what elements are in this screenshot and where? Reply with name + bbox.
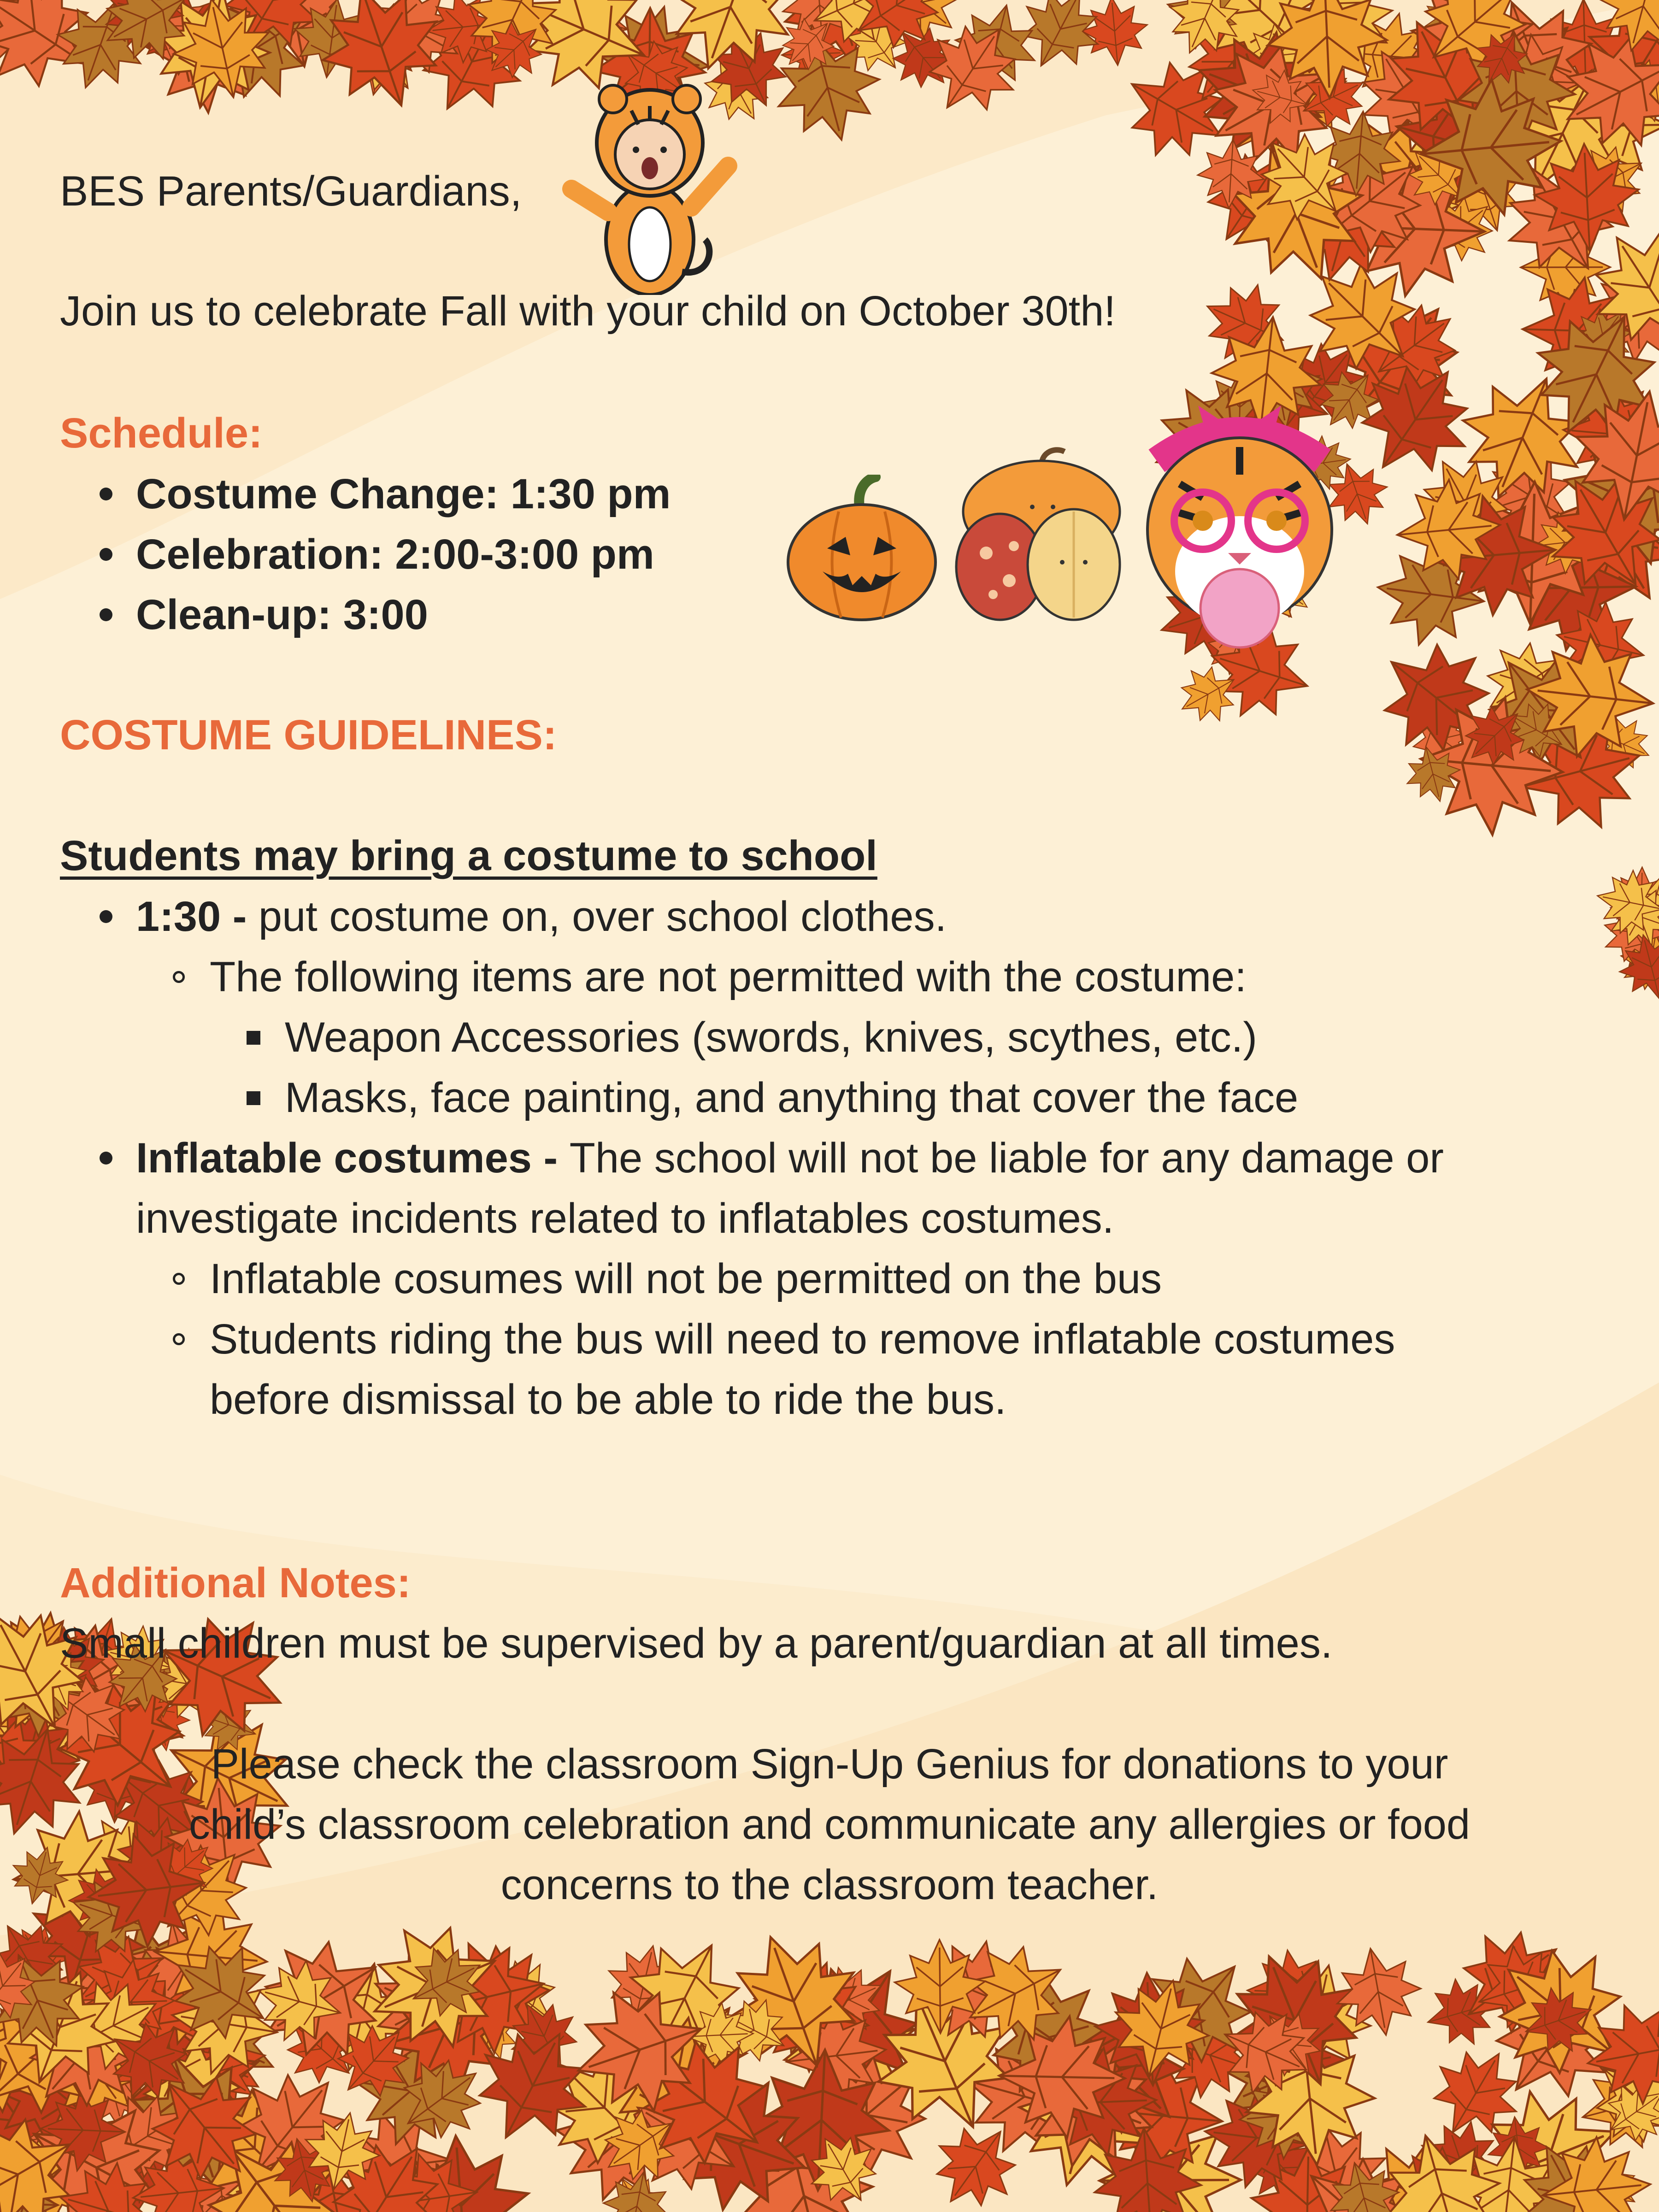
- guideline-item-2-sub-continued: before dismissal to be able to ride the bus.: [210, 1376, 1006, 1423]
- bullet-icon: [100, 910, 112, 923]
- guideline-item-1-sub: The following items are not permitted with the costume:: [210, 953, 1247, 1000]
- greeting: BES Parents/Guardians,: [60, 168, 522, 215]
- guideline-item-2: [136, 1128, 1444, 1188]
- square-bullet-icon: [247, 1031, 260, 1045]
- guideline-item-2-sub: Students riding the bus will need to remove inflatable costumes: [210, 1316, 1395, 1363]
- intro-text: Join us to celebrate Fall with your child on October 30th!: [60, 288, 1116, 335]
- notes-paragraph-line: Please check the classroom Sign-Up Genius for donations to your: [211, 1741, 1448, 1788]
- tiger-face-illustration: [1129, 406, 1350, 654]
- tiger-costume-child-illustration: [553, 74, 747, 295]
- bullet-icon: [100, 548, 112, 561]
- schedule-item: Celebration: 2:00-3:00 pm: [136, 531, 654, 578]
- costume-guidelines-heading: COSTUME GUIDELINES:: [60, 712, 557, 759]
- circle-bullet-icon: [173, 1333, 185, 1345]
- additional-notes-heading: Additional Notes:: [60, 1559, 411, 1606]
- circle-bullet-icon: [173, 1273, 185, 1285]
- bullet-icon: [100, 1152, 112, 1165]
- guideline-item-2-text: The school will not be liable for any damage or: [569, 1135, 1444, 1182]
- guideline-item-2-continued: investigate incidents related to inflatables costumes.: [136, 1195, 1114, 1242]
- schedule-item: Clean-up: 3:00: [136, 591, 428, 638]
- notes-paragraph-line: concerns to the classroom teacher.: [500, 1861, 1159, 1908]
- guideline-item-1-subsub: Weapon Accessories (swords, knives, scythes, etc.): [285, 1014, 1257, 1061]
- square-bullet-icon: [247, 1091, 260, 1105]
- guideline-item-1-lead: 1:30 -: [136, 893, 259, 940]
- bullet-icon: [100, 488, 112, 500]
- guideline-item-1: [136, 887, 947, 947]
- jack-o-lantern-illustration: [783, 475, 940, 622]
- guidelines-subheading: Students may bring a costume to school: [60, 832, 877, 879]
- schedule-item: Costume Change: 1:30 pm: [136, 471, 671, 518]
- schedule-heading: Schedule:: [60, 410, 263, 457]
- pumpkins-illustration: [949, 447, 1134, 622]
- guideline-item-2-sub: Inflatable cosumes will not be permitted on the bus: [210, 1255, 1162, 1302]
- circle-bullet-icon: [173, 971, 185, 983]
- guideline-item-2-lead: Inflatable costumes -: [136, 1135, 570, 1182]
- guideline-item-1-text: put costume on, over school clothes.: [258, 893, 947, 940]
- additional-notes-text: Small children must be supervised by a parent/guardian at all times.: [60, 1620, 1333, 1667]
- guideline-item-1-subsub: Masks, face painting, and anything that cover the face: [285, 1074, 1299, 1121]
- notes-paragraph-line: child’s classroom celebration and communicate any allergies or food: [188, 1801, 1471, 1848]
- bullet-icon: [100, 608, 112, 621]
